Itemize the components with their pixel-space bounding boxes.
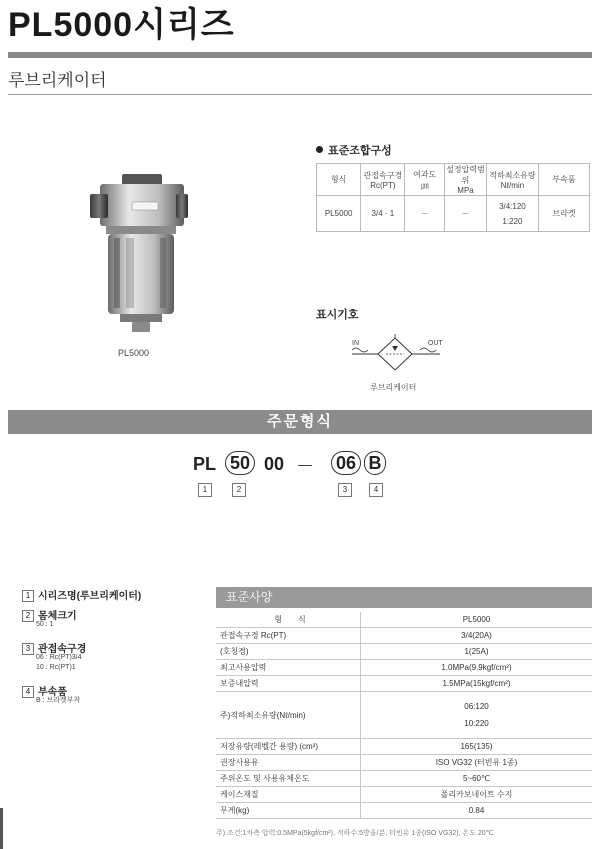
legend-item-2: 2 몸체크기 bbox=[22, 607, 77, 622]
order-box-2: 2 bbox=[232, 483, 246, 497]
combo-cell-accessory: 브라켓 bbox=[538, 196, 589, 232]
lubricator-product-image bbox=[80, 172, 190, 334]
spec-row: 케이스재질 폴리카보네이트 수지 bbox=[216, 787, 592, 803]
combo-col-accessory: 부속품 bbox=[538, 164, 589, 196]
combo-col-pressure: 설정압력범위 MPa bbox=[446, 165, 485, 195]
symbol-out-label: OUT bbox=[428, 340, 443, 347]
combo-header-row bbox=[317, 164, 590, 196]
spec-row: 무게(kg) 0.84 bbox=[216, 803, 592, 819]
order-code-accessory: B bbox=[364, 451, 386, 475]
bullet-icon bbox=[316, 146, 323, 153]
combo-cell-pressure: － bbox=[445, 196, 487, 232]
order-box-4: 4 bbox=[369, 483, 383, 497]
order-code-size: 50 bbox=[225, 451, 255, 475]
symbol-caption: 루브리케이터 bbox=[370, 383, 417, 392]
order-band-title: 주문형식 bbox=[8, 410, 592, 434]
legend-item-3-sub-2: 10 : Rc(PT)1 bbox=[36, 664, 76, 671]
spec-row: 저장유량(레벨간 용량) (cm³) 165(135) bbox=[216, 739, 592, 755]
page-subtitle: 루브리케이터 bbox=[8, 71, 107, 90]
order-box-3: 3 bbox=[338, 483, 352, 497]
legend-item-4: 4 부속품 bbox=[22, 683, 67, 698]
symbol-in-label: IN bbox=[352, 340, 359, 347]
combo-col-flow: 적하최소유량 Nℓ/min bbox=[486, 164, 538, 196]
page-edge-marker bbox=[0, 808, 3, 849]
legend-item-3-sub-1: 06 : Rc(PT)3/4 bbox=[36, 654, 82, 661]
spec-row: (호칭경) 1(25A) bbox=[216, 644, 592, 660]
spec-row: 최고사용압력 1.0MPa(9.9kgf/cm²) bbox=[216, 660, 592, 676]
spec-row: 주)적하최소유량(Nℓ/min) 06:120 10:220 bbox=[216, 692, 592, 739]
symbol-heading: 표시기호 bbox=[316, 309, 359, 321]
combo-data-row bbox=[317, 196, 590, 232]
legend-item-4-sub: B : 브라켓부착 bbox=[36, 697, 81, 704]
combo-col-filtration: 여과도 ㎛ bbox=[405, 164, 445, 196]
combo-heading: 표준조합구성 bbox=[316, 142, 392, 158]
combo-col-model: 형식 bbox=[317, 164, 361, 196]
spec-row: 권장사용유 ISO VG32 (터빈유 1종) bbox=[216, 755, 592, 771]
title-underline bbox=[8, 52, 592, 58]
legend-item-1: 1 시리즈명(루브리케이터) bbox=[22, 587, 141, 602]
subtitle-divider bbox=[8, 94, 592, 95]
spec-heading: 표준사양 bbox=[216, 587, 592, 608]
order-code-dash: — bbox=[298, 456, 312, 472]
spec-table bbox=[216, 612, 592, 819]
order-code-mid: 00 bbox=[264, 454, 285, 474]
spec-footnote: 주) 조건:1차측 압력:0.5MPa(5kgf/cm²), 적하수:5방울/분, 터빈유 1종(ISO VG32), 온도 20℃ bbox=[216, 830, 494, 837]
legend-item-2-sub: 50 : 1 bbox=[36, 621, 54, 628]
spec-row: 보증내압력 1.5MPa(15kgf/cm²) bbox=[216, 676, 592, 692]
page-title: PL5000시리즈 bbox=[8, 6, 235, 44]
combo-cell-flow: 3/4:120 1:220 bbox=[486, 196, 538, 232]
spec-row: 주위온도 및 사용유체온도 5~60℃ bbox=[216, 771, 592, 787]
spec-row: 형 식 PL5000 bbox=[216, 612, 592, 628]
legend-item-3: 3 관접속구경 bbox=[22, 640, 86, 655]
combo-table bbox=[316, 163, 590, 232]
order-box-1: 1 bbox=[198, 483, 212, 497]
spec-row: 관접속구경 Rc(PT) 3/4(20A) bbox=[216, 628, 592, 644]
combo-cell-port: 3/4 · 1 bbox=[361, 196, 405, 232]
order-code-prefix: PL bbox=[193, 454, 217, 474]
order-code-port: 06 bbox=[331, 451, 361, 475]
product-caption: PL5000 bbox=[118, 348, 150, 358]
combo-col-port: 관접속구경 Rc(PT) bbox=[361, 164, 405, 196]
combo-cell-model: PL5000 bbox=[317, 196, 361, 232]
combo-cell-filtration: － bbox=[405, 196, 445, 232]
